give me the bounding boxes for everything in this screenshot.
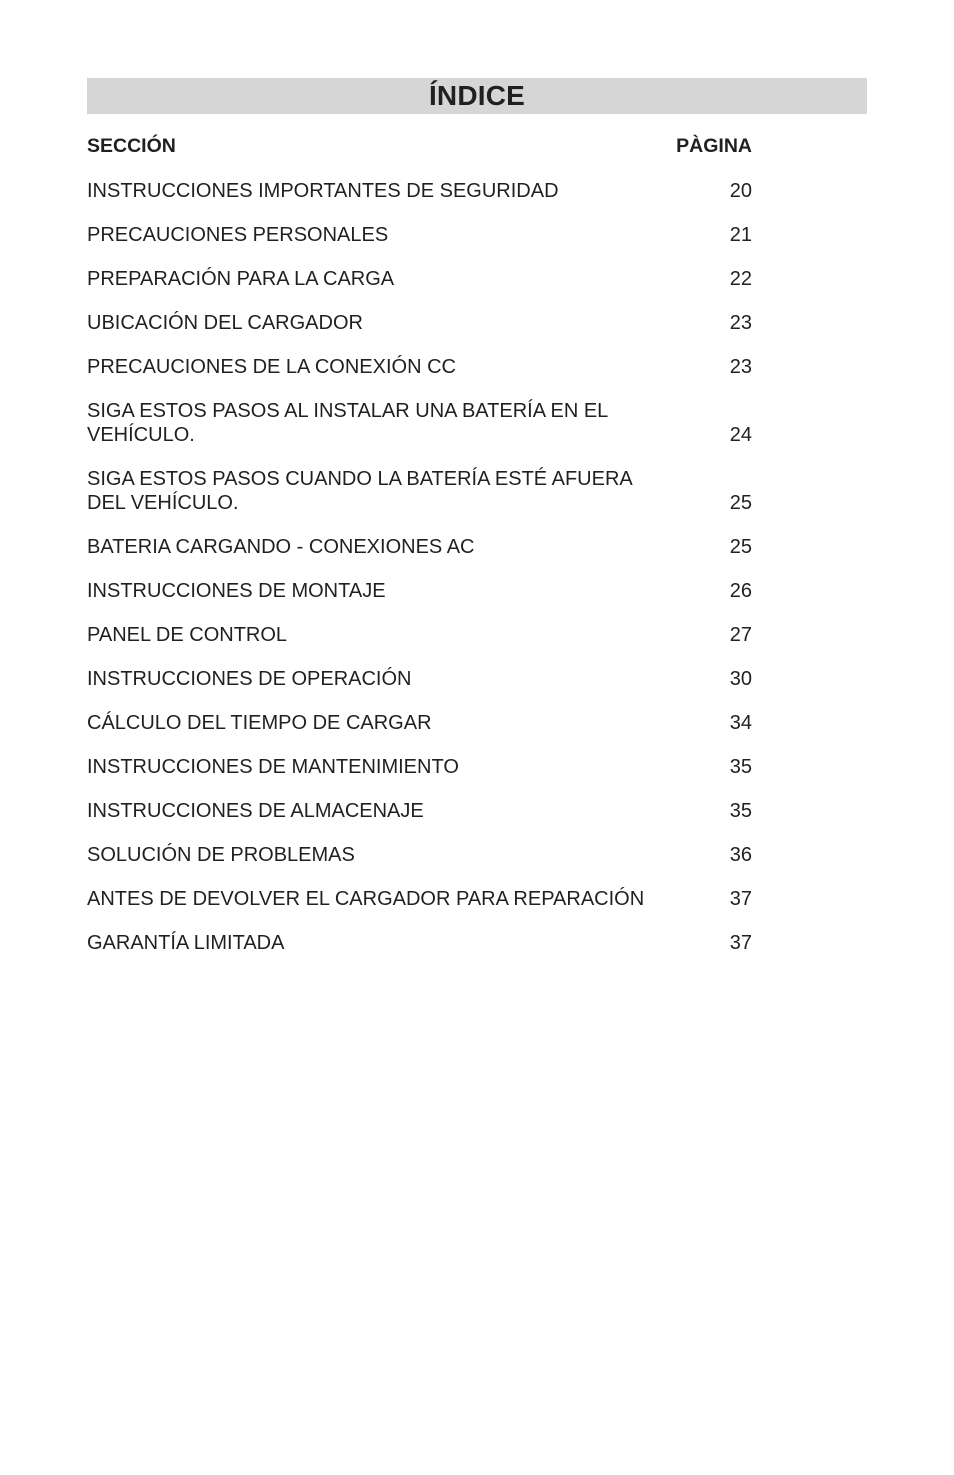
toc-entry-page: 25 <box>729 536 752 558</box>
toc-entry-title: PREPARACIÓN PARA LA CARGA <box>87 268 395 290</box>
toc-entry-title: INSTRUCCIONES DE OPERACIÓN <box>87 668 412 690</box>
toc-entry-page: 23 <box>729 356 752 378</box>
toc-entry <box>87 799 752 823</box>
toc-entry-page: 20 <box>729 180 752 202</box>
toc-list <box>87 179 752 975</box>
toc-entry <box>87 179 752 203</box>
toc-entry-page: 23 <box>729 312 752 334</box>
toc-entry <box>87 223 752 247</box>
toc-entry-page: 35 <box>729 800 752 822</box>
toc-entry-page: 36 <box>729 844 752 866</box>
toc-entry-page: 37 <box>729 888 752 910</box>
toc-entry-title: CÁLCULO DEL TIEMPO DE CARGAR <box>87 712 432 734</box>
toc-entry <box>87 311 752 335</box>
toc-entry-title: PANEL DE CONTROL <box>87 624 288 646</box>
toc-entry <box>87 711 752 735</box>
toc-entry <box>87 355 752 379</box>
toc-entry-title: INSTRUCCIONES DE ALMACENAJE <box>87 800 424 822</box>
toc-entry <box>87 843 752 867</box>
toc-entry-title: PRECAUCIONES DE LA CONEXIÓN CC <box>87 356 456 378</box>
toc-entry-title: UBICACIÓN DEL CARGADOR <box>87 312 363 334</box>
toc-entry-title: PRECAUCIONES PERSONALES <box>87 224 389 246</box>
toc-entry <box>87 755 752 779</box>
toc-entry-page: 27 <box>729 624 752 646</box>
toc-header <box>87 133 752 159</box>
toc-entry-page: 26 <box>729 580 752 602</box>
toc-entry <box>87 887 752 911</box>
toc-entry <box>87 579 752 603</box>
toc-entry-page: 37 <box>729 932 752 954</box>
page-title: ÍNDICE <box>428 80 526 111</box>
toc-entry <box>87 931 752 955</box>
toc-entry <box>87 667 752 691</box>
toc-entry <box>87 535 752 559</box>
toc-entry <box>87 399 752 447</box>
toc-entry-page: 34 <box>729 712 752 734</box>
title-bar <box>87 78 867 114</box>
toc-entry <box>87 623 752 647</box>
toc-entry-title: INSTRUCCIONES DE MANTENIMIENTO <box>87 756 459 778</box>
toc-entry-title: ANTES DE DEVOLVER EL CARGADOR PARA REPARACIÓN <box>87 888 645 910</box>
toc-entry-title: SOLUCIÓN DE PROBLEMAS <box>87 844 355 866</box>
toc-entry-page: 25 <box>729 492 752 514</box>
toc-entry <box>87 467 752 515</box>
toc-entry-page: 30 <box>729 668 752 690</box>
toc-entry-title: GARANTÍA LIMITADA <box>87 932 285 954</box>
toc-entry <box>87 267 752 291</box>
page-column-header: PÀGINA <box>676 135 752 157</box>
toc-entry-title: BATERIA CARGANDO - CONEXIONES AC <box>87 536 475 558</box>
toc-entry-page: 35 <box>729 756 752 778</box>
toc-entry-page: 21 <box>729 224 752 246</box>
toc-entry-page: 22 <box>729 268 752 290</box>
toc-entry-title: INSTRUCCIONES IMPORTANTES DE SEGURIDAD <box>87 180 559 202</box>
section-column-header: SECCIÓN <box>87 135 176 157</box>
toc-entry-title: SIGA ESTOS PASOS AL INSTALAR UNA BATERÍA EN EL VEHÍCULO. <box>87 400 609 446</box>
toc-entry-title: SIGA ESTOS PASOS CUANDO LA BATERÍA ESTÉ AFUERA DEL VEHÍCULO. <box>87 468 633 514</box>
toc-entry-page: 24 <box>729 424 752 446</box>
toc-entry-title: INSTRUCCIONES DE MONTAJE <box>87 580 386 602</box>
